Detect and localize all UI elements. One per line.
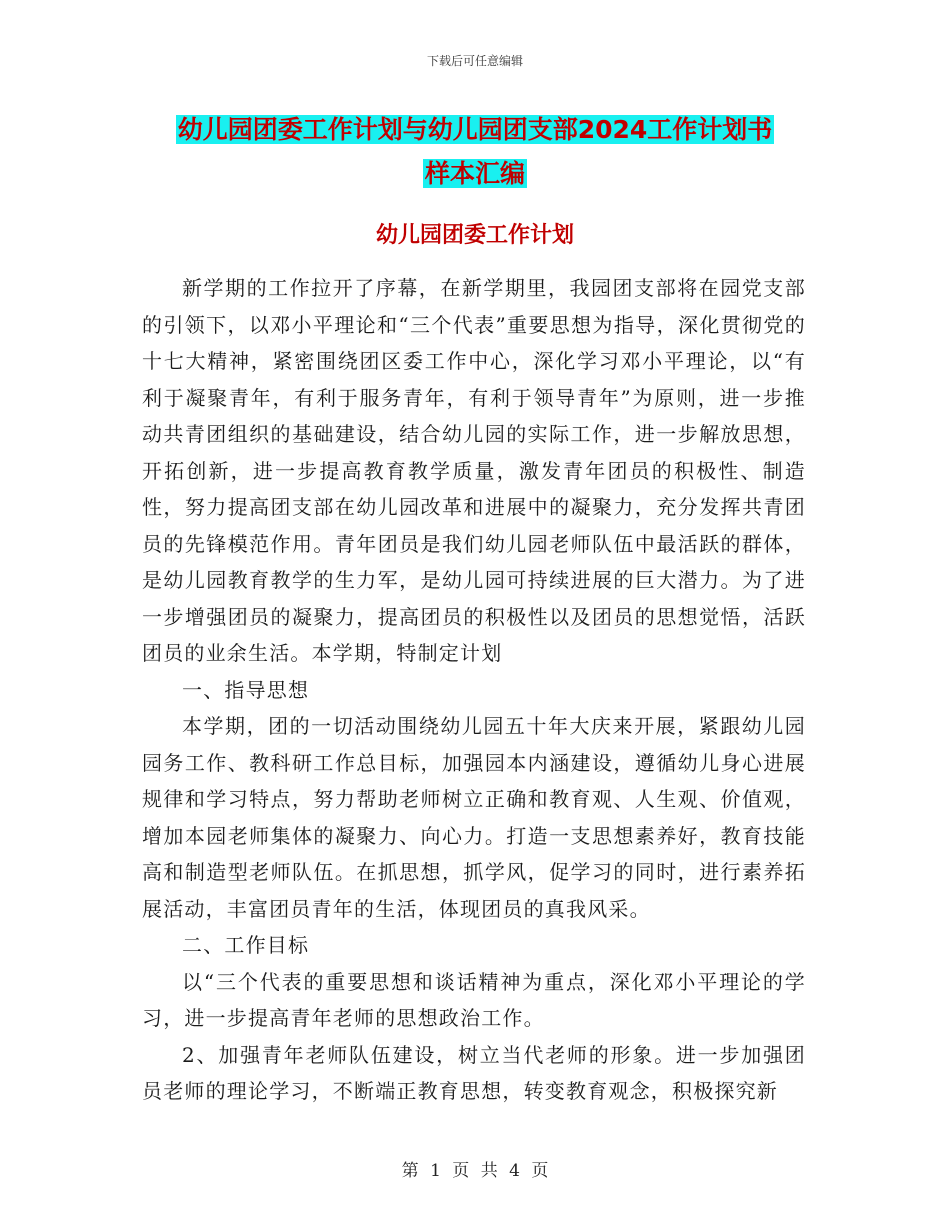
page-header-note: 下载后可任意编辑: [426, 54, 523, 68]
paragraph-guiding-thought: 本学期，团的一切活动围绕幼儿园五十年大庆来开展，紧跟幼儿园园务工作、教科研工作总目标，加强园本内涵建设，遵循幼儿身心进展规律和学习特点，努力帮助老师树立正确和教育观、人生观、价值观，增加本园老师集体的凝聚力、向心力。打造一支思想素养好，教育技能高和制造型老师队伍。在抓思想，抓学风，促学习的同时，进行素养拓展活动，丰富团员青年的生活，体现团员的真我风采。: [142, 714, 806, 921]
paragraph-goal-1: 以“三个代表的重要思想和谈话精神为重点，深化邓小平理论的学习，进一步提高青年老师的思想政治工作。: [142, 969, 806, 1030]
document-title-line-2: 样本汇编: [424, 159, 525, 188]
heading-work-goals: 二、工作目标: [182, 933, 310, 957]
heading-guiding-thought: 一、指导思想: [182, 677, 310, 702]
paragraph-goal-2: 2、加强青年老师队伍建设，树立当代老师的形象。进一步加强团员老师的理论学习，不断端正教育思想，转变教育观念，积极探究新: [142, 1042, 806, 1103]
document-title-line-1: 幼儿园团委工作计划与幼儿园团支部2024工作计划书: [177, 115, 773, 144]
document-title: [0, 108, 950, 196]
document-body: [142, 270, 806, 1110]
paragraph-intro: 新学期的工作拉开了序幕，在新学期里，我园团支部将在园党支部的引领下，以邓小平理论和“三个代表”重要思想为指导，深化贯彻党的十七大精神，紧密围绕团区委工作中心，深化学习邓小平理论，以“有利于凝聚青年，有利于服务青年，有利于领导青年”为原则，进一步推动共青团组织的基础建设，结合幼儿园的实际工作，进一步解放思想，开拓创新，进一步提高教育教学质量，激发青年团员的积极性、制造性，努力提高团支部在幼儿园改革和进展中的凝聚力，充分发挥共青团员的先锋模范作用。青年团员是我们幼儿园老师队伍中最活跃的群体，是幼儿园教育教学的生力军，是幼儿园可持续进展的巨大潜力。为了进一步增强团员的凝聚力，提高团员的积极性以及团员的思想觉悟，活跃团员的业余生活。本学期，特制定计划: [142, 276, 806, 665]
section-title: 幼儿园团委工作计划: [375, 223, 574, 248]
page-footer: 第 1 页 共 4 页: [401, 1161, 549, 1181]
